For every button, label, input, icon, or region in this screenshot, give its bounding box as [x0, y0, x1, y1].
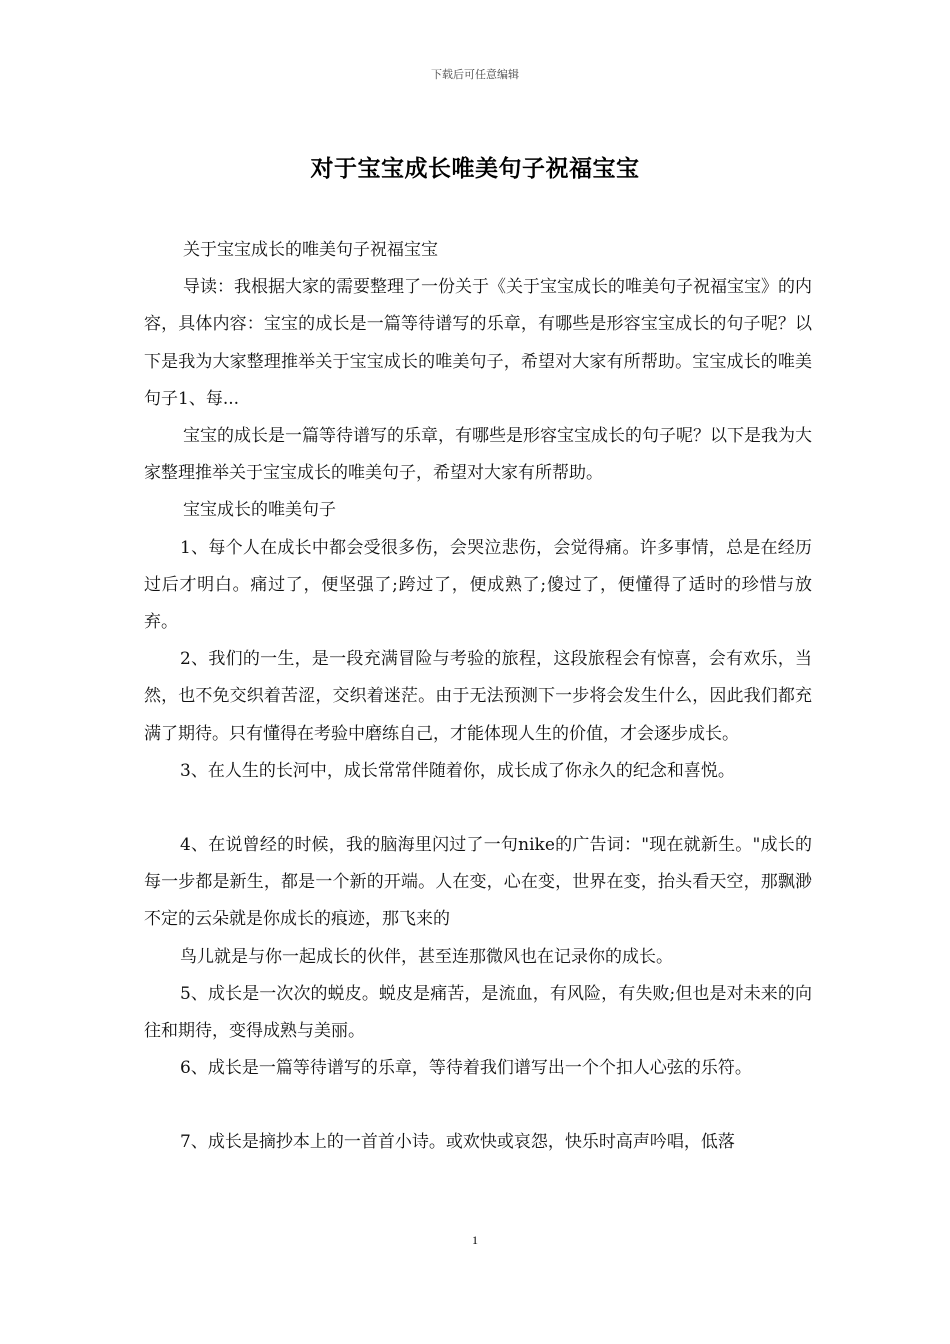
sentence-item-7: 7、成长是摘抄本上的一首首小诗。或欢快或哀怨，快乐时高声吟唱，低落 [180, 1132, 735, 1153]
intro-paragraph: 导读：我根据大家的需要整理了一份关于《关于宝宝成长的唯美句子祝福宝宝》的内容，具体内容：宝宝的成长是一篇等待谱写的乐章，有哪些是形容宝宝成长的句子呢？以下是我为大家整理推举关于宝宝成长的唯美句子，希望对大家有所帮助。宝宝成长的唯美句子1、每... [144, 277, 812, 409]
subtitle-paragraph: 关于宝宝成长的唯美句子祝福宝宝 [183, 240, 438, 260]
page-title: 对于宝宝成长唯美句子祝福宝宝 [310, 155, 640, 182]
document-body [144, 232, 812, 1162]
sentence-item-5: 5、成长是一次次的蜕皮。蜕皮是痛苦，是流血，有风险，有失败;但也是对未来的向往和期待，变得成熟与美丽。 [144, 983, 812, 1042]
paragraph-gap [144, 790, 812, 827]
paragraph-gap [144, 1087, 812, 1124]
summary-paragraph: 宝宝的成长是一篇等待谱写的乐章，有哪些是形容宝宝成长的句子呢？以下是我为大家整理推举关于宝宝成长的唯美句子，希望对大家有所帮助。 [144, 426, 812, 484]
section-heading: 宝宝成长的唯美句子 [183, 500, 336, 521]
sentence-item-2: 2、我们的一生，是一段充满冒险与考验的旅程，这段旅程会有惊喜，会有欢乐，当然，也不免交织着苦涩，交织着迷茫。由于无法预测下一步将会发生什么，因此我们都充满了期待。只有懂得在考验中磨练自己，才能体现人生的价值，才会逐步成长。 [144, 649, 812, 744]
header-note: 下载后可任意编辑 [431, 68, 519, 81]
sentence-item-4: 4、在说曾经的时候，我的脑海里闪过了一句nike的广告词："现在就新生。"成长的每一步都是新生，都是一个新的开端。人在变，心在变，世界在变，抬头看天空，那飘渺不定的云朵就是你成长的痕迹，那飞来的 [144, 835, 812, 930]
page-number: 1 [472, 1233, 478, 1247]
sentence-item-1: 1、每个人在成长中都会受很多伤，会哭泣悲伤，会觉得痛。许多事情，总是在经历过后才明白。痛过了，便坚强了;跨过了，便成熟了;傻过了，便懂得了适时的珍惜与放弃。 [144, 537, 812, 633]
sentence-item-3: 3、在人生的长河中，成长常常伴随着你，成长成了你永久的纪念和喜悦。 [180, 760, 735, 781]
sentence-item-4-continued: 鸟儿就是与你一起成长的伙伴，甚至连那微风也在记录你的成长。 [180, 946, 673, 967]
sentence-item-6: 6、成长是一篇等待谱写的乐章，等待着我们谱写出一个个扣人心弦的乐符。 [180, 1058, 752, 1079]
